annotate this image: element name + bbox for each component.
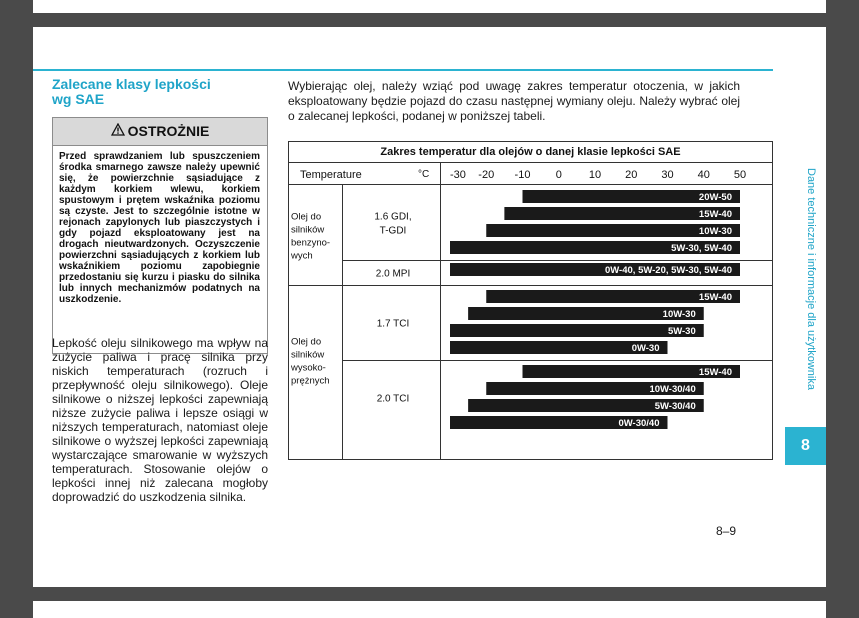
group-label: Olej do [291, 336, 322, 348]
group-label: wych [291, 250, 313, 262]
caution-header [53, 118, 267, 146]
tick-label: 50 [733, 169, 747, 181]
section-title: Zalecane klasy lepkości wg SAE [52, 76, 211, 107]
tick-label: 40 [697, 169, 710, 181]
bar-label: 15W-40 [698, 367, 732, 378]
previous-page-bottom [33, 0, 826, 13]
bar-label: 0W-30 [631, 343, 660, 354]
bar-label: 0W-40, 5W-20, 5W-30, 5W-40 [605, 265, 732, 276]
page-number: 8–9 [716, 524, 737, 538]
group-label: silników [291, 224, 325, 236]
group-label: Olej do [291, 211, 322, 223]
axis-label: Temperature [300, 169, 362, 181]
viscosity-bar [450, 324, 704, 337]
warning-triangle-icon [111, 118, 125, 145]
bar-label: 20W-50 [698, 192, 732, 203]
side-section-label: Dane techniczne i informacje dla użytkownika [805, 168, 817, 390]
group-label: silników [291, 349, 325, 361]
tick-label: 20 [625, 169, 638, 181]
tick-label: 30 [661, 169, 674, 181]
bar-label: 10W-30/40 [649, 384, 696, 395]
caution-title: OSTROŻNIE [127, 123, 210, 139]
engine-label: 2.0 TCI [376, 393, 410, 405]
group-label: wysoko- [291, 362, 326, 374]
chart-title: Zakres temperatur dla olejów o danej klasie lepkości SAE [380, 146, 681, 158]
bar-label: 10W-30 [698, 226, 732, 237]
tick-label: -10 [514, 169, 531, 181]
header-rule [33, 69, 773, 71]
group-label: benzyno- [291, 237, 331, 249]
engine-label: 1.6 GDI, [374, 211, 412, 223]
tick-label: -30 [450, 169, 466, 181]
oil-viscosity-table [288, 141, 774, 463]
bar-label: 5W-30, 5W-40 [671, 243, 732, 254]
tick-label: -20 [478, 169, 495, 181]
bar-label: 5W-30/40 [654, 401, 696, 412]
chapter-number-tab[interactable]: 8 [785, 427, 826, 465]
caution-text: Przed sprawdzaniem lub spuszczeniem środka smarnego zawsze należy upewnić się, że powierzchnie sąsiadujące z każdym korkiem wlewu, korkiem spustowym i prętem wskaźnika poziomu są czyste. Jest to szczególnie istotne w rejonach zapylonych lub piaszczystych i gdy pojazd eksploatowany jest na drogach nieutwardzonych. Oczyszczenie powierzchni sąsiadujących z korkiem lub wskaźnikiem poziomu zapobiegnie przedostaniu się kurzu i piasku do silnika lub innych mechanizmów podatnych na uszkodzenie. [59, 151, 260, 305]
bar-label: 5W-30 [667, 326, 696, 337]
bar-label: 15W-40 [698, 292, 732, 303]
engine-label: 2.0 MPI [375, 268, 411, 280]
engine-label: T-GDI [379, 225, 407, 237]
tick-label: 0 [555, 169, 562, 181]
caution-box [52, 117, 268, 354]
next-page-top [33, 601, 826, 618]
tick-label: 10 [588, 169, 602, 181]
intro-paragraph: Wybierając olej, należy wziąć pod uwagę zakres temperatur otoczenia, w jakich eksploatowany będzie pojazd do czasu następnej wymiany oleju. Należy wybrać olej o zalecanej lepkości, podanej w poniższej tabeli. [288, 79, 740, 123]
bar-label: 10W-30 [662, 309, 696, 320]
bar-label: 15W-40 [698, 209, 732, 220]
bar-label: 0W-30/40 [618, 418, 660, 429]
group-label: prężnych [291, 375, 330, 387]
viscosity-paragraph: Lepkość oleju silnikowego ma wpływ na zużycie paliwa i pracę silnika przy niskich temperaturach (rozruch i przepływność oleju silnikowego). Oleje silnikowe o niższej lepkości zapewniają niższe zużycie paliwa i lepsze osiągi w niższych temperaturach, natomiast oleje silnikowe o wyższej lepkości zapewniają wystarczające smarowanie w wyższych temperaturach. Stosowanie olejów o lepkości innej niż zalecana mogłoby doprowadzić do uszkodzenia silnika. [52, 336, 268, 504]
engine-label: 1.7 TCI [376, 318, 410, 330]
unit-label: °C [418, 169, 430, 180]
